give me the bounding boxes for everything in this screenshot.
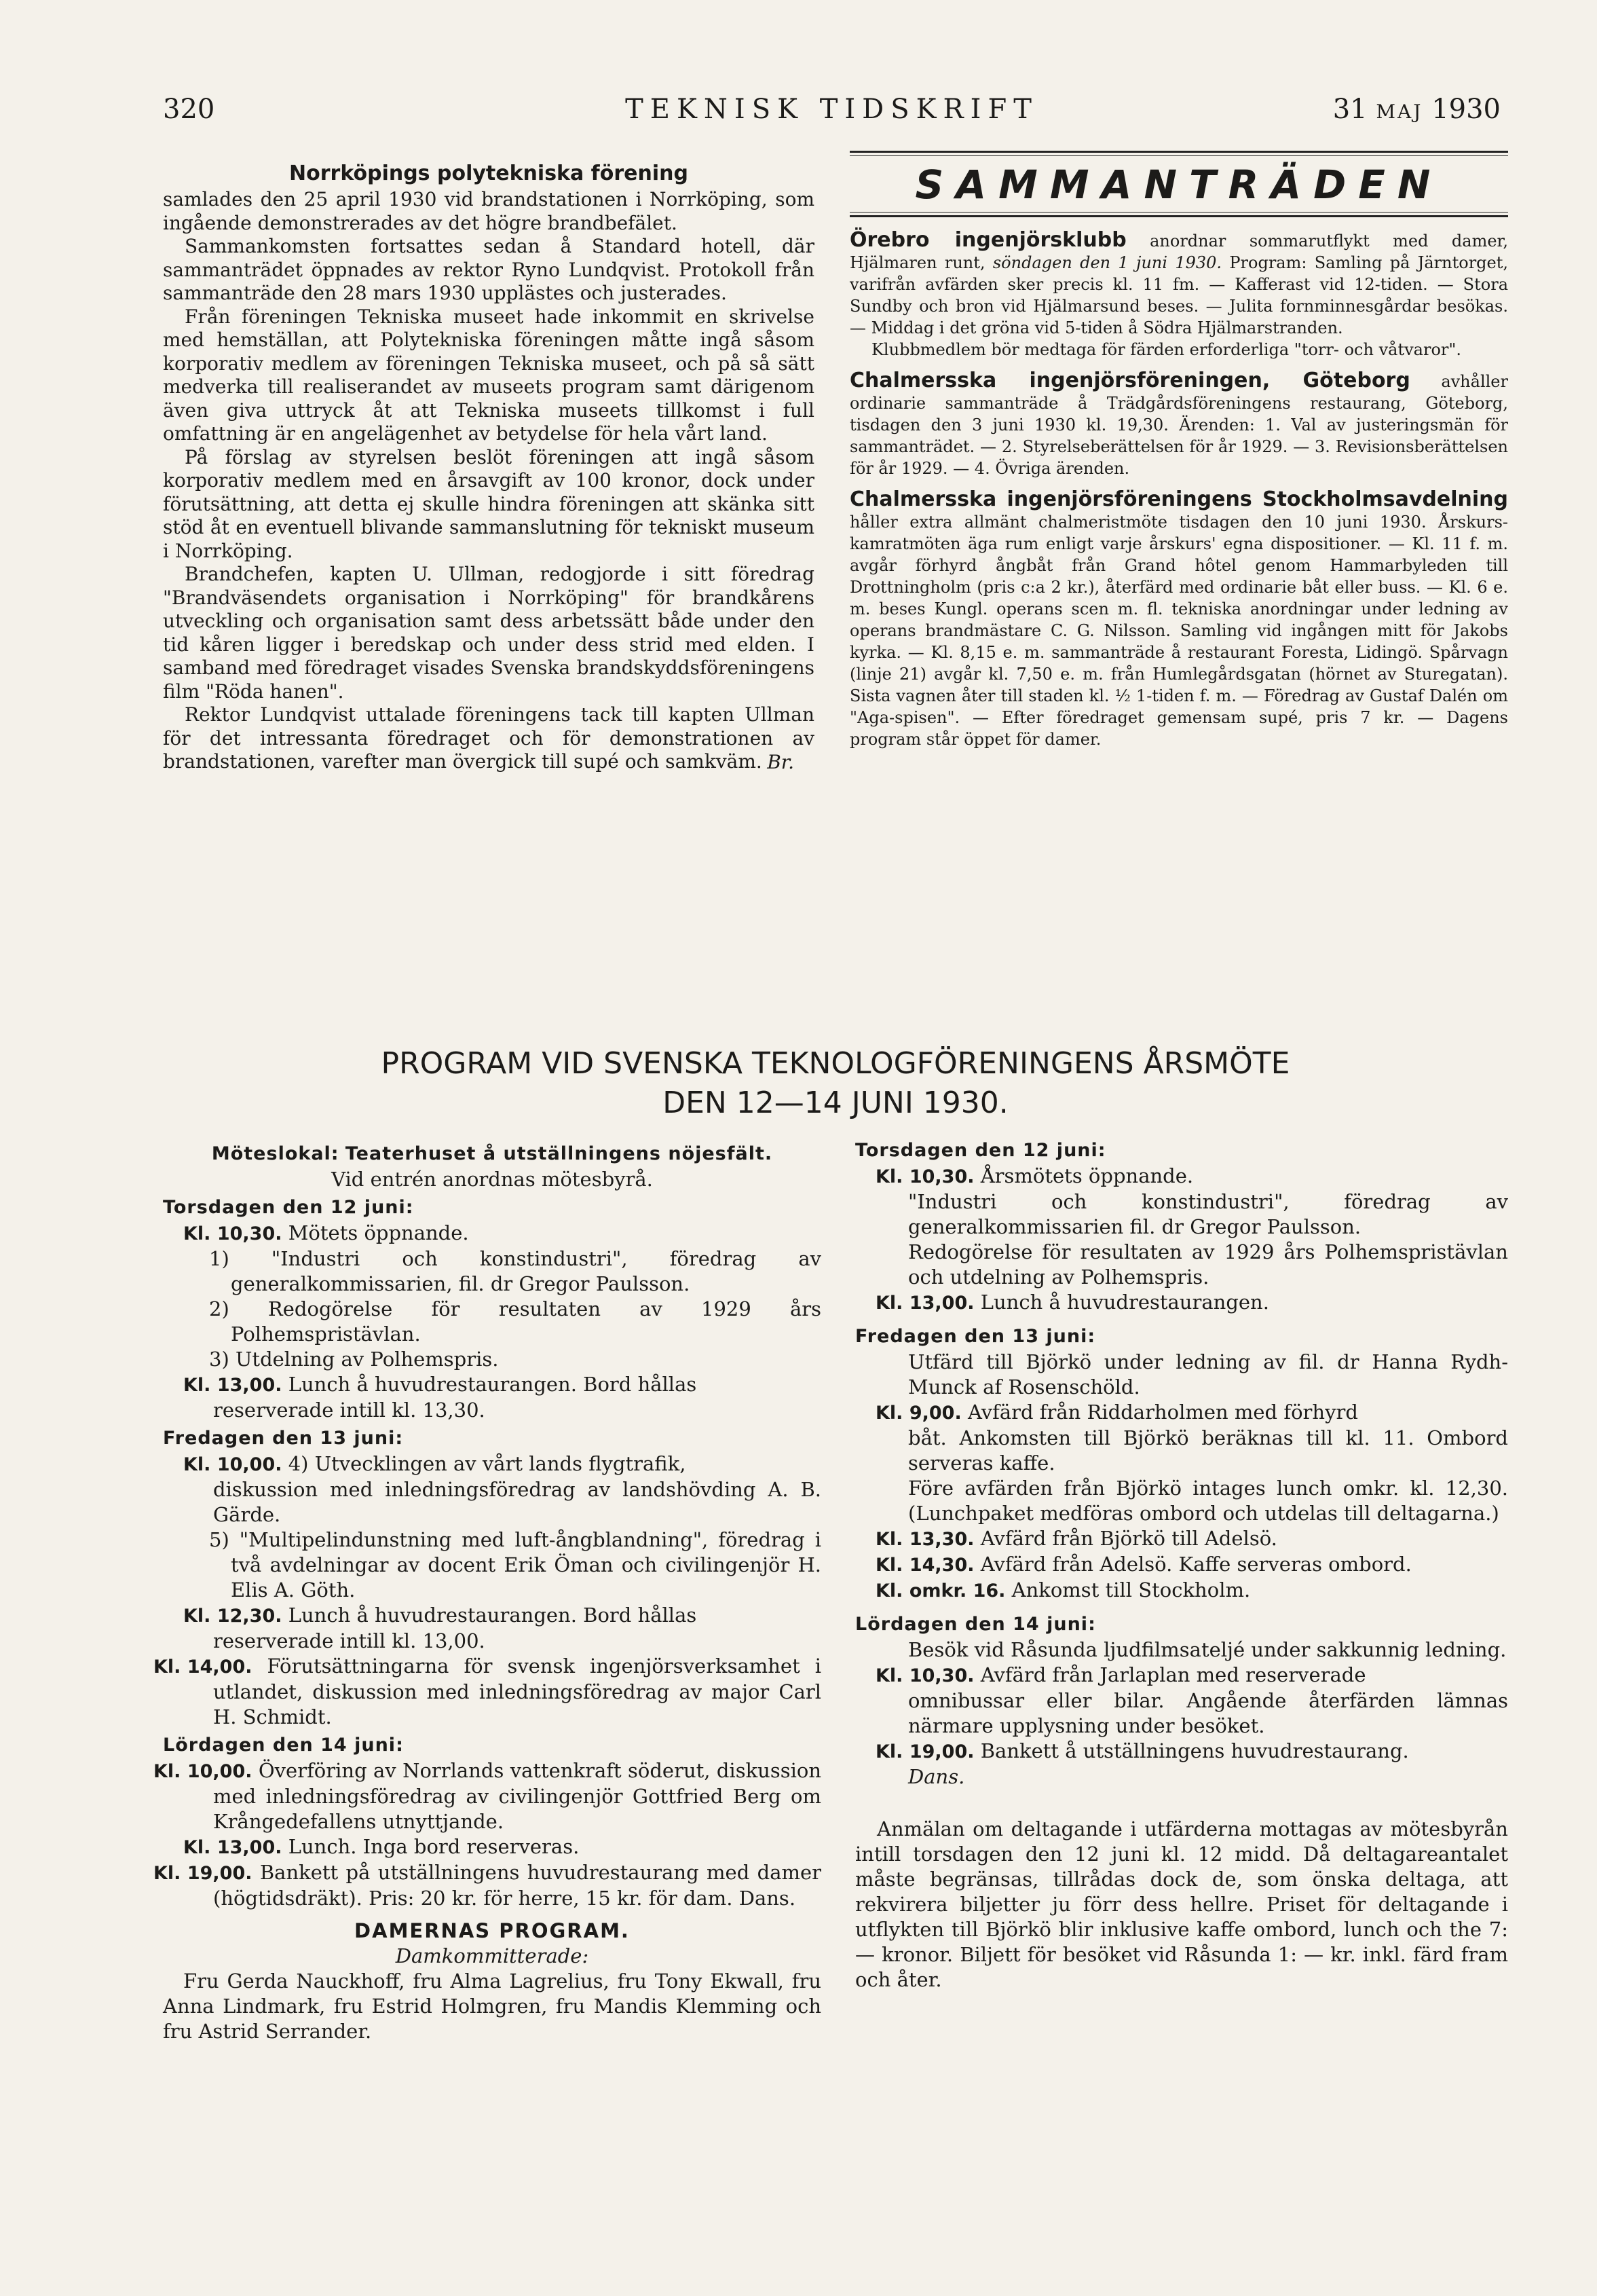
program-item: Kl. omkr. 16. Ankomst till Stockholm. xyxy=(876,1578,1251,1601)
program-item: 3) Utdelning av Polhemspris. xyxy=(209,1348,499,1371)
program-item: 1) "Industri och konstindustri", föredrag av generalkommissarien, fil. dr Gregor Paulsson. xyxy=(209,1247,821,1295)
registration-note: Anmälan om deltagande i utfärderna mottagas av mötesbyrån intill torsdagen den 12 juni kl. 12 midd. Då deltagareantalet måste begränsas, tillrådas dock de, som önska deltaga, att rekvirera biljetter ju förr dess hellre. Priset för deltagande i utflykten till Björkö blir inklusive kaffe ombord, lunch och the 7: — kronor. Biljett för besöket vid Råsunda 1: — kr. inkl. färd fram och åter. xyxy=(855,1817,1508,1991)
article-paragraph: samlades den 25 april 1930 vid brandstationen i Norrköping, som ingående demonstrerades av det högre brandbefälet. xyxy=(163,188,814,234)
program-title: PROGRAM VID SVENSKA TEKNOLOGFÖRENINGENS ÅRSMÖTE xyxy=(381,1046,1290,1081)
article-signature: Br. xyxy=(767,750,794,773)
banner-rule-bottom xyxy=(850,212,1508,217)
meeting-chalmers-gbg: Chalmersska ingenjörsföreningen, Göteborg avhåller ordinarie sammanträde å Trädgårdsföreningens restaurang, Göteborg, tisdagen den 3 juni 1930 kl. 19,30. Ärenden: 1. Val av justeringsmän för sammanträdet. — 2. Styrelseberättelsen för år 1929. — 3. Revisionsberättelsen för år 1929. — 4. Övriga ärenden. xyxy=(850,369,1508,478)
program-item: Kl. 10,30. Årsmötets öppnande. xyxy=(876,1164,1194,1187)
meeting-orebro-note: Klubbmedlem bör medtaga för färden erforderliga "torr- och våtvaror". xyxy=(871,340,1462,359)
program-item-continued: reserverade intill kl. 13,00. xyxy=(213,1629,485,1652)
article-paragraph: Brandchefen, kapten U. Ullman, redogjorde i sitt föredrag "Brandväsendets organisation i Norrköping" för brandkårens utveckling och organisation samt dess arbetssätt både under den tid kåren ligger i beredskap och under dess strid med elden. I samband med föredraget visades Svenska brandskyddsföreningens film "Röda hanen". xyxy=(163,563,814,703)
norrkoping-article xyxy=(163,162,814,774)
meetings-section xyxy=(850,151,1508,750)
program-item-continued: reserverade intill kl. 13,30. xyxy=(213,1399,485,1422)
program-item: Kl. 13,00. Lunch. Inga bord reserveras. xyxy=(183,1835,580,1858)
day-heading-thursday: Torsdagen den 12 juni: xyxy=(855,1140,1106,1161)
venue-line: Möteslokal: Teaterhuset å utställningens nöjesfält. xyxy=(211,1143,773,1164)
ladies-program-title: DAMERNAS PROGRAM. xyxy=(354,1919,630,1942)
program-item: Kl. 13,30. Avfärd från Björkö till Adelsö. xyxy=(876,1527,1277,1550)
program-item: Kl. 19,00. Bankett å utställningens huvudrestaurang. xyxy=(876,1739,1409,1762)
program-item: Kl. 10,30. Avfärd från Jarlaplan med reserverade xyxy=(876,1663,1366,1686)
ladies-program-column xyxy=(855,1135,1508,1993)
program-item: 2) Redogörelse för resultaten av 1929 års Polhemspristävlan. xyxy=(209,1297,821,1346)
day-heading-saturday: Lördagen den 14 juni: xyxy=(163,1735,404,1756)
venue-note: Vid entrén anordnas mötesbyrå. xyxy=(331,1168,653,1191)
program-item-continued: Besök vid Råsunda ljudfilmsatelјé under sakkunnig ledning. xyxy=(908,1638,1507,1661)
page-number: 320 xyxy=(163,94,215,125)
program-item: Kl. 9,00. Avfärd från Riddarholmen med förhyrd xyxy=(876,1401,1358,1424)
program-item: 5) "Multipelindunstning med luft-ångblandning", föredrag i två avdelningar av docent Erik Öman och civilingenjör H. Elis A. Göth. xyxy=(209,1528,821,1601)
section-banner: SAMMANTRÄDEN xyxy=(915,162,1443,208)
ladies-committee-heading: Damkommitterade: xyxy=(395,1944,589,1967)
program-item-continued: Utfärd till Björkö under ledning av fil. dr Hanna Rydh-Munck af Rosenschöld. xyxy=(908,1350,1508,1399)
program-item: Kl. 13,00. Lunch å huvudrestaurangen. xyxy=(876,1291,1269,1314)
program-item-continued: diskussion med inledningsföredrag av landshövding A. B. Gärde. xyxy=(213,1478,821,1526)
day-heading-friday: Fredagen den 13 juni: xyxy=(855,1326,1096,1347)
program-item: Kl. 13,00. Lunch å huvudrestaurangen. Bord hållas xyxy=(183,1373,697,1396)
program-item-continued: Dans. xyxy=(908,1765,965,1788)
program-item: Kl. 10,30. Mötets öppnande. xyxy=(183,1221,469,1244)
meeting-chalmers-sthlm: Chalmersska ingenjörsföreningens Stockholmsavdelning håller extra allmänt chalmeristmöte tisdagen den 10 juni 1930. Årskurs-kamratmöten äga rum enligt varje årskurs' egna dispositioner. — Kl. 11 f. m. avgår förhyrd ångbåt från Grand hôtel genom Hammarbyleden till Drottningholm (pris c:a 2 kr.), återfärd med ordinarie båt eller buss. — Kl. 6 e. m. beses Kungl. operans scen m. fl. tekniska anordningar under ledning av operans brandmästare C. G. Nilsson. Samling vid ingången mitt för Jakobs kyrka. — Kl. 8,15 e. m. sammanträde å restaurant Foresta, Lidingö. Spårvagn (linje 21) avgår kl. 7,50 e. m. från Humlegårdsgatan (hörnet av Sturegatan). Sista vagnen åter till staden kl. ½ 1-tiden f. m. — Föredrag av Gustaf Dalén om "Aga-spisen". — Efter föredraget gemensam supé, pris 7 kr. — Dagens program står öppet för damer. xyxy=(850,487,1508,749)
program-item: Kl. 19,00. Bankett på utställningens huvudrestaurang med damer (högtidsdräkt). Pris: 20 kr. för herre, 15 kr. för dam. Dans. xyxy=(153,1861,822,1910)
day-heading-thursday: Torsdagen den 12 juni: xyxy=(163,1197,414,1218)
ladies-committee-members: Fru Gerda Nauckhoff, fru Alma Lagrelius, fru Tony Ekwall, fru Anna Lindmark, fru Estrid Holmgren, fru Mandis Klemming och fru Astrid Serrander. xyxy=(163,1969,821,2043)
program-item: Kl. 14,30. Avfärd från Adelsö. Kaffe serveras ombord. xyxy=(876,1553,1412,1576)
program-item-continued: Före avfärden från Björkö intages lunch omkr. kl. 12,30. (Lunchpaket medföras ombord och utdelas till deltagarna.) xyxy=(908,1477,1508,1525)
article-paragraph: På förslag av styrelsen beslöt föreningen att ingå såsom korporativ medlem med en årsavgift av 100 kronor, dock under förutsättning, att detta ej skulle hindra föreningen att skänka sitt stöd åt en eventuell blivande sammanslutning för tekniskt museum i Norrköping. xyxy=(163,445,814,562)
page-header xyxy=(163,94,1501,134)
program-item-continued: Redogörelse för resultaten av 1929 års Polhemspristävlan och utdelning av Polhemspris. xyxy=(908,1240,1508,1289)
program-main-column xyxy=(153,1141,822,2044)
program-item-continued: "Industri och konstindustri", föredrag av generalkommissarien fil. dr Gregor Paulsson. xyxy=(908,1190,1508,1238)
program-item: Kl. 10,00. 4) Utvecklingen av vårt lands flygtrafik, xyxy=(183,1452,686,1475)
program-item: Kl. 14,00. Förutsättningarna för svensk ingenjörsverksamhet i utlandet, diskussion med inledningsföredrag av major Carl H. Schmidt. xyxy=(153,1654,821,1728)
article-title: Norrköpings polytekniska förening xyxy=(289,162,688,185)
article-paragraph: Sammankomsten fortsattes sedan å Standard hotell, där sammanträdet öppnades av rektor Ryno Lundqvist. Protokoll från sammanträde den 28 mars 1930 upplästes och justerades. xyxy=(163,235,814,304)
program-item: Kl. 10,00. Överföring av Norrlands vattenkraft söderut, diskussion med inledningsföredrag av civilingenjör Gottfried Berg om Krångedefallens utnyttjande. xyxy=(153,1759,822,1833)
journal-title: TEKNISK TIDSKRIFT xyxy=(625,94,1038,125)
program-item-continued: båt. Ankomsten till Björkö beräknas till kl. 11. Ombord serveras kaffe. xyxy=(908,1426,1508,1475)
issue-date: 31 MAJ 1930 xyxy=(1332,94,1501,125)
program-item: Kl. 12,30. Lunch å huvudrestaurangen. Bord hållas xyxy=(183,1604,697,1627)
program-item-continued: omnibussar eller bilar. Angående återfärden lämnas närmare upplysning under besöket. xyxy=(908,1689,1508,1737)
article-paragraph: Rektor Lundqvist uttalade föreningens tack till kapten Ullman för det intressanta föredraget och för demonstrationen av brandstationen, varefter man övergick till supé och samkväm. xyxy=(163,703,814,773)
day-heading-friday: Fredagen den 13 juni: xyxy=(163,1428,404,1449)
program-subtitle: DEN 12—14 JUNI 1930. xyxy=(662,1086,1009,1120)
banner-rule-top xyxy=(850,151,1508,156)
article-paragraph: Från föreningen Tekniska museet hade inkommit en skrivelse med hemställan, att Polytekniska föreningen måtte ingå såsom korporativ medlem av föreningen Tekniska museet, och på så sätt medverka till realiserandet av museets program samt därigenom även giva uttryck åt att Tekniska museets tillkomst i full omfattning är en angelägenhet av betydelse för hela vårt land. xyxy=(163,305,814,445)
meeting-orebro: Örebro ingenjörsklubb anordnar sommarutflykt med damer, Hjälmaren runt, söndagen den 1 juni 1930. Program: Samling på Järntorget, varifrån avfärden sker precis kl. 11 fm. — Kafferast vid 12-tiden. — Stora Sundby och bron vid Hjälmarsund beses. — Julita fornminnesgårdar besökas. — Middag i det gröna vid 5-tiden å Södra Hjälmarstranden. xyxy=(850,228,1509,337)
day-heading-saturday: Lördagen den 14 juni: xyxy=(855,1614,1096,1635)
